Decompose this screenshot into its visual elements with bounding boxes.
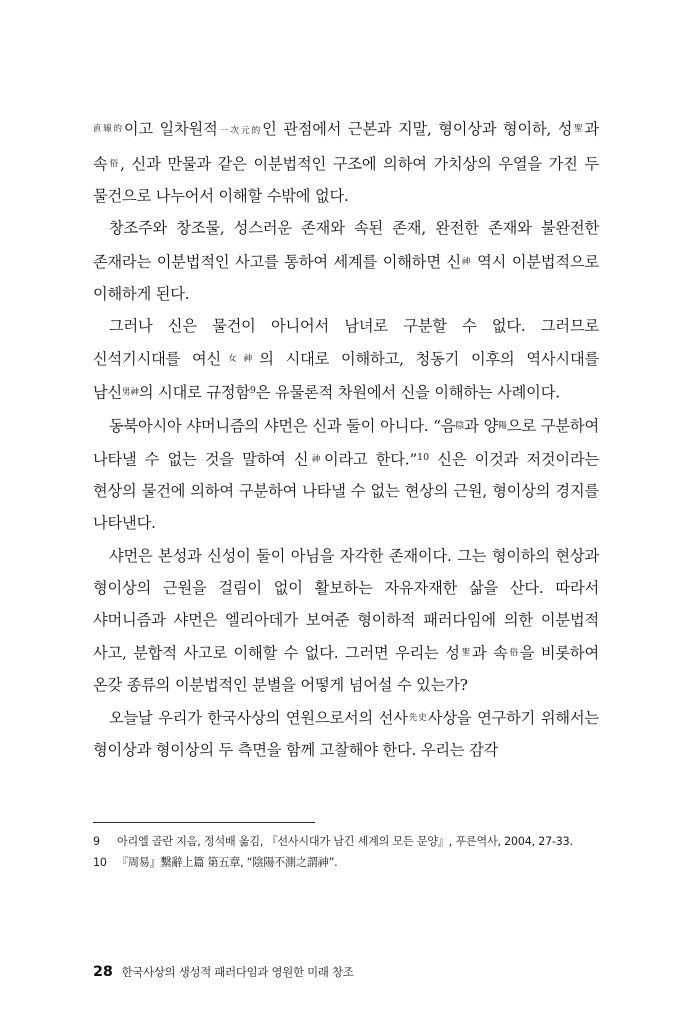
hanja-gloss: 女神: [221, 353, 260, 364]
hanja-gloss: 神: [461, 255, 472, 266]
hanja-gloss: 直線的: [93, 123, 124, 133]
footnote-separator-rule: [93, 822, 315, 823]
book-running-title: 한국사상의 생성적 패러다임과 영원한 미래 창조: [121, 965, 354, 979]
footnote-reference: 10: [417, 451, 430, 463]
paragraph-5: 샤먼은 본성과 신성이 둘이 아님을 자각한 존재이다. 그는 형이하의 현상과 형이상의 근원을 걸림이 없이 활보하는 자유자재한 삶을 산다. 따라서 샤머니즘과 샤먼은 엘리아데가 보여준 형이하적 패러다임에 의한 이분법적 사고, 분합적 사고로 이해할 수 없다. 그러면 우리는 성聖과 속俗을 비롯하여 온갖 종류의 이분법적인 분별을 어떻게 넘어설 수 있는가?: [93, 546, 599, 695]
body-text-block: [93, 112, 599, 766]
footnote-text: 아리엘 골란 지음, 정석배 옮김, 『선사시대가 남긴 세계의 모든 문양』, 푸른역사, 2004, 27-33.: [117, 835, 573, 848]
hanja-gloss: 聖: [572, 123, 585, 133]
hanja-gloss: 一次元的: [217, 126, 263, 137]
page-number: 28: [93, 964, 113, 980]
footnote-number: 9: [93, 835, 100, 848]
hanja-gloss: 先史: [407, 712, 428, 723]
hanja-gloss: 神: [308, 453, 324, 464]
paragraph-3: 그러나 신은 물건이 아니어서 남녀로 구분할 수 없다. 그러므로 신석기시대를 여신女神의 시대로 이해하고, 청동기 이후의 역사시대를 남신男神의 시대로 규정함$^9$은 유물론적 차원에서 신을 이해하는 사례이다.: [93, 316, 599, 402]
paragraph-6: 오늘날 우리가 한국사상의 연원으로서의 선사先史사상을 연구하기 위해서는 형이상과 형이상의 두 측면을 함께 고찰해야 한다. 우리는 감각: [93, 709, 599, 760]
footnote-reference: 9: [249, 385, 256, 397]
footnote-item: [93, 832, 599, 852]
hanja-gloss: 陽: [498, 419, 507, 430]
hanja-gloss: 男神: [122, 386, 139, 397]
hanja-gloss: 陰: [455, 419, 465, 430]
footnote-item: [93, 853, 599, 873]
footnote-text: 『周易』繫辭上篇 第五章, “陰陽不測之謂神”.: [117, 855, 338, 869]
paragraph-1: 直線的이고 일차원적一次元的인 관점에서 근본과 지말, 형이상과 형이하, 성聖과 속俗, 신과 만물과 같은 이분법적인 구조에 의하여 가치상의 우열을 가진 두 물건으로 나누어서 이해할 수밖에 없다.: [93, 119, 599, 206]
hanja-gloss: 俗: [107, 158, 121, 169]
footnote-section: [93, 822, 599, 873]
paragraph-4: 동북아시아 샤머니즘의 샤먼은 신과 둘이 아니다. “음陰과 양陽으로 구분하여 나타낼 수 없는 것을 말하여 신神이라고 한다.”$^{10}$ 신은 이것과 저것이라는 현상의 물건에 의하여 구분하여 나타낼 수 없는 현상의 근원, 형이상의 경지를 나타낸다.: [93, 416, 599, 533]
hanja-gloss: 俗: [507, 647, 520, 658]
hanja-gloss: 聖: [459, 647, 472, 658]
footnote-number: 10: [93, 855, 107, 869]
page-footer: [93, 964, 354, 980]
paragraph-2: 창조주와 창조물, 성스러운 존재와 속된 존재, 완전한 존재와 불완전한 존재라는 이분법적인 사고를 통하여 세계를 이해하면 신神 역시 이분법적으로 이해하게 된다.: [93, 219, 599, 303]
